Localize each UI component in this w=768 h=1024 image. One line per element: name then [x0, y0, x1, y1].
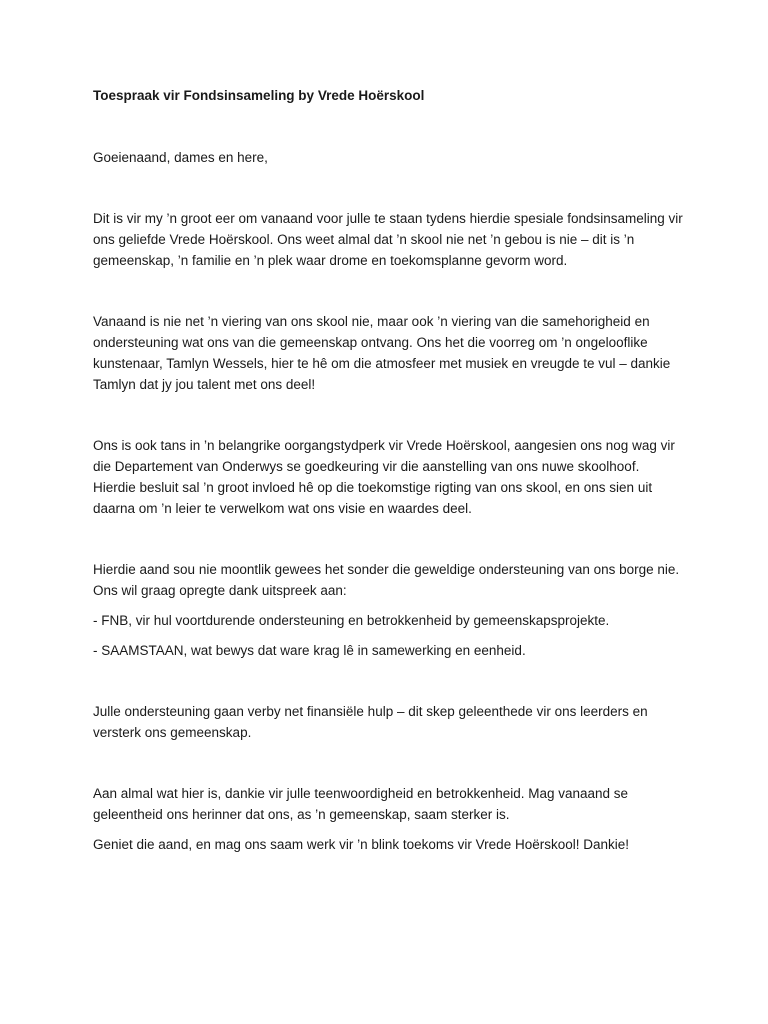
paragraph-intro: Dit is vir my ’n groot eer om vanaand voor julle te staan tydens hierdie spesiale fondsinsameling vir ons geliefde Vrede Hoërskool. Ons weet almal dat ’n skool nie net ’n gebou is nie – dit is ’n gemeenskap, ’n familie en ’n plek waar drome en toekomsplanne gevorm word.	[93, 211, 683, 268]
closing-line: Geniet die aand, en mag ons saam werk vir ’n blink toekoms vir Vrede Hoërskool! Dankie!	[93, 837, 629, 852]
paragraph-celebration: Vanaand is nie net ’n viering van ons skool nie, maar ook ’n viering van die samehorigheid en ondersteuning wat ons van die gemeenskap ontvang. Ons het die voorreg om ’n ongelooflike kunstenaar, Tamlyn Wessels, hier te hê om die atmosfeer met musiek en vreugde te vul – dankie Tamlyn dat jy jou talent met ons deel!	[93, 314, 671, 392]
paragraph-thanks: Aan almal wat hier is, dankie vir julle teenwoordigheid en betrokkenheid. Mag vanaand se geleentheid ons herinner dat ons, as ’n gemeenskap, saam sterker is.	[93, 786, 629, 822]
paragraph-support: Julle ondersteuning gaan verby net finansiële hulp – dit skep geleenthede vir ons leerders en versterk ons gemeenskap.	[93, 704, 648, 740]
paragraph-sponsors: Hierdie aand sou nie moontlik gewees het sonder die geweldige ondersteuning van ons borge nie. Ons wil graag opregte dank uitspreek aan:	[93, 562, 680, 598]
greeting: Goeienaand, dames en here,	[93, 150, 268, 165]
sponsor-item-fnb: - FNB, vir hul voortdurende ondersteuning en betrokkenheid by gemeenskapsprojekte.	[93, 613, 610, 628]
sponsor-item-saamstaan: - SAAMSTAAN, wat bewys dat ware krag lê in samewerking en eenheid.	[93, 643, 526, 658]
paragraph-transition: Ons is ook tans in ’n belangrike oorgangstydperk vir Vrede Hoërskool, aangesien ons nog wag vir die Departement van Onderwys se goedkeuring vir die aanstelling van ons nuwe skoolhoof. Hierdie besluit sal ’n groot invloed hê op die toekomstige rigting van ons skool, en ons sien uit daarna om ’n leier te verwelkom wat ons visie en waardes deel.	[93, 438, 675, 516]
document-title: Toespraak vir Fondsinsameling by Vrede Hoërskool	[93, 88, 425, 103]
document-page	[93, 86, 683, 855]
